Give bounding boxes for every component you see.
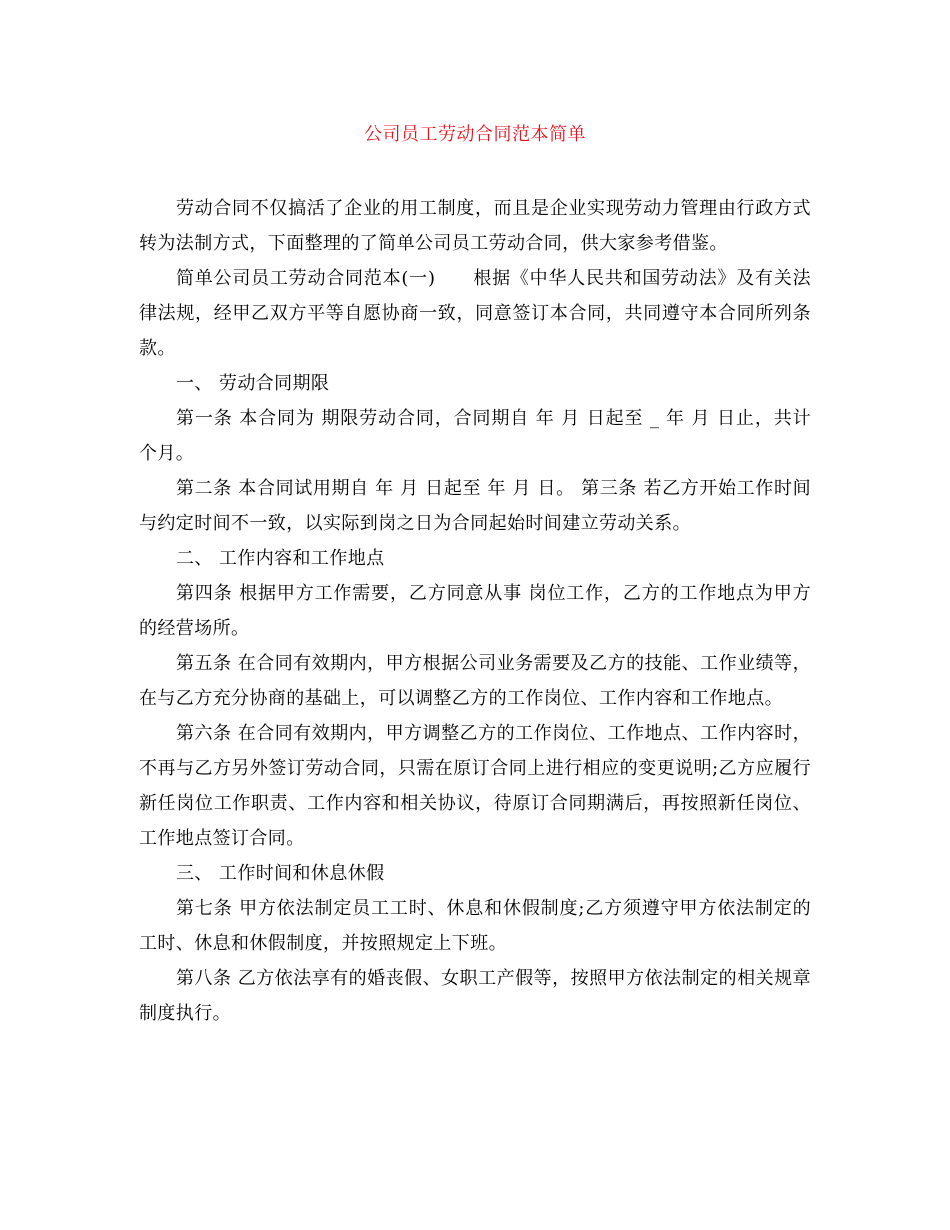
- article-5-paragraph: 第五条 在合同有效期内，甲方根据公司业务需要及乙方的技能、工作业绩等，在与乙方充分协商的基础上，可以调整乙方的工作岗位、工作内容和工作地点。: [139, 653, 811, 709]
- article-2-3-paragraph: 第二条 本合同试用期自 年 月 日起至 年 月 日。 第三条 若乙方开始工作时间与约定时间不一致，以实际到岗之日为合同起始时间建立劳动关系。: [139, 478, 811, 534]
- article-8-paragraph: 第八条 乙方依法享有的婚丧假、女职工产假等，按照甲方依法制定的相关规章制度执行。: [139, 968, 811, 1024]
- article-7-paragraph: 第七条 甲方依法制定员工工时、休息和休假制度;乙方须遵守甲方依法制定的工时、休息和休假制度，并按照规定上下班。: [139, 898, 811, 954]
- document-body: [139, 191, 811, 1031]
- contract-preamble-paragraph: 简单公司员工劳动合同范本(一) 根据《中华人民共和国劳动法》及有关法律法规，经甲乙双方平等自愿协商一致，同意签订本合同，共同遵守本合同所列条款。: [139, 268, 811, 359]
- section-heading-work-content: 二、 工作内容和工作地点: [176, 548, 385, 569]
- intro-paragraph: 劳动合同不仅搞活了企业的用工制度，而且是企业实现劳动力管理由行政方式转为法制方式，下面整理的了简单公司员工劳动合同，供大家参考借鉴。: [139, 198, 811, 254]
- section-heading-work-hours: 三、 工作时间和休息休假: [176, 863, 385, 884]
- document-title: 公司员工劳动合同范本简单: [364, 124, 586, 145]
- article-6-paragraph: 第六条 在合同有效期内，甲方调整乙方的工作岗位、工作地点、工作内容时，不再与乙方另外签订劳动合同，只需在原订合同上进行相应的变更说明;乙方应履行新任岗位工作职责、工作内容和相关协议，待原订合同期满后，再按照新任岗位、工作地点签订合同。: [139, 723, 811, 849]
- section-heading-contract-term: 一、 劳动合同期限: [176, 373, 330, 394]
- article-1-paragraph: 第一条 本合同为 期限劳动合同，合同期自 年 月 日起至 _ 年 月 日止，共计 个月。: [139, 408, 811, 464]
- article-4-paragraph: 第四条 根据甲方工作需要，乙方同意从事 岗位工作，乙方的工作地点为甲方的经营场所。: [139, 583, 811, 639]
